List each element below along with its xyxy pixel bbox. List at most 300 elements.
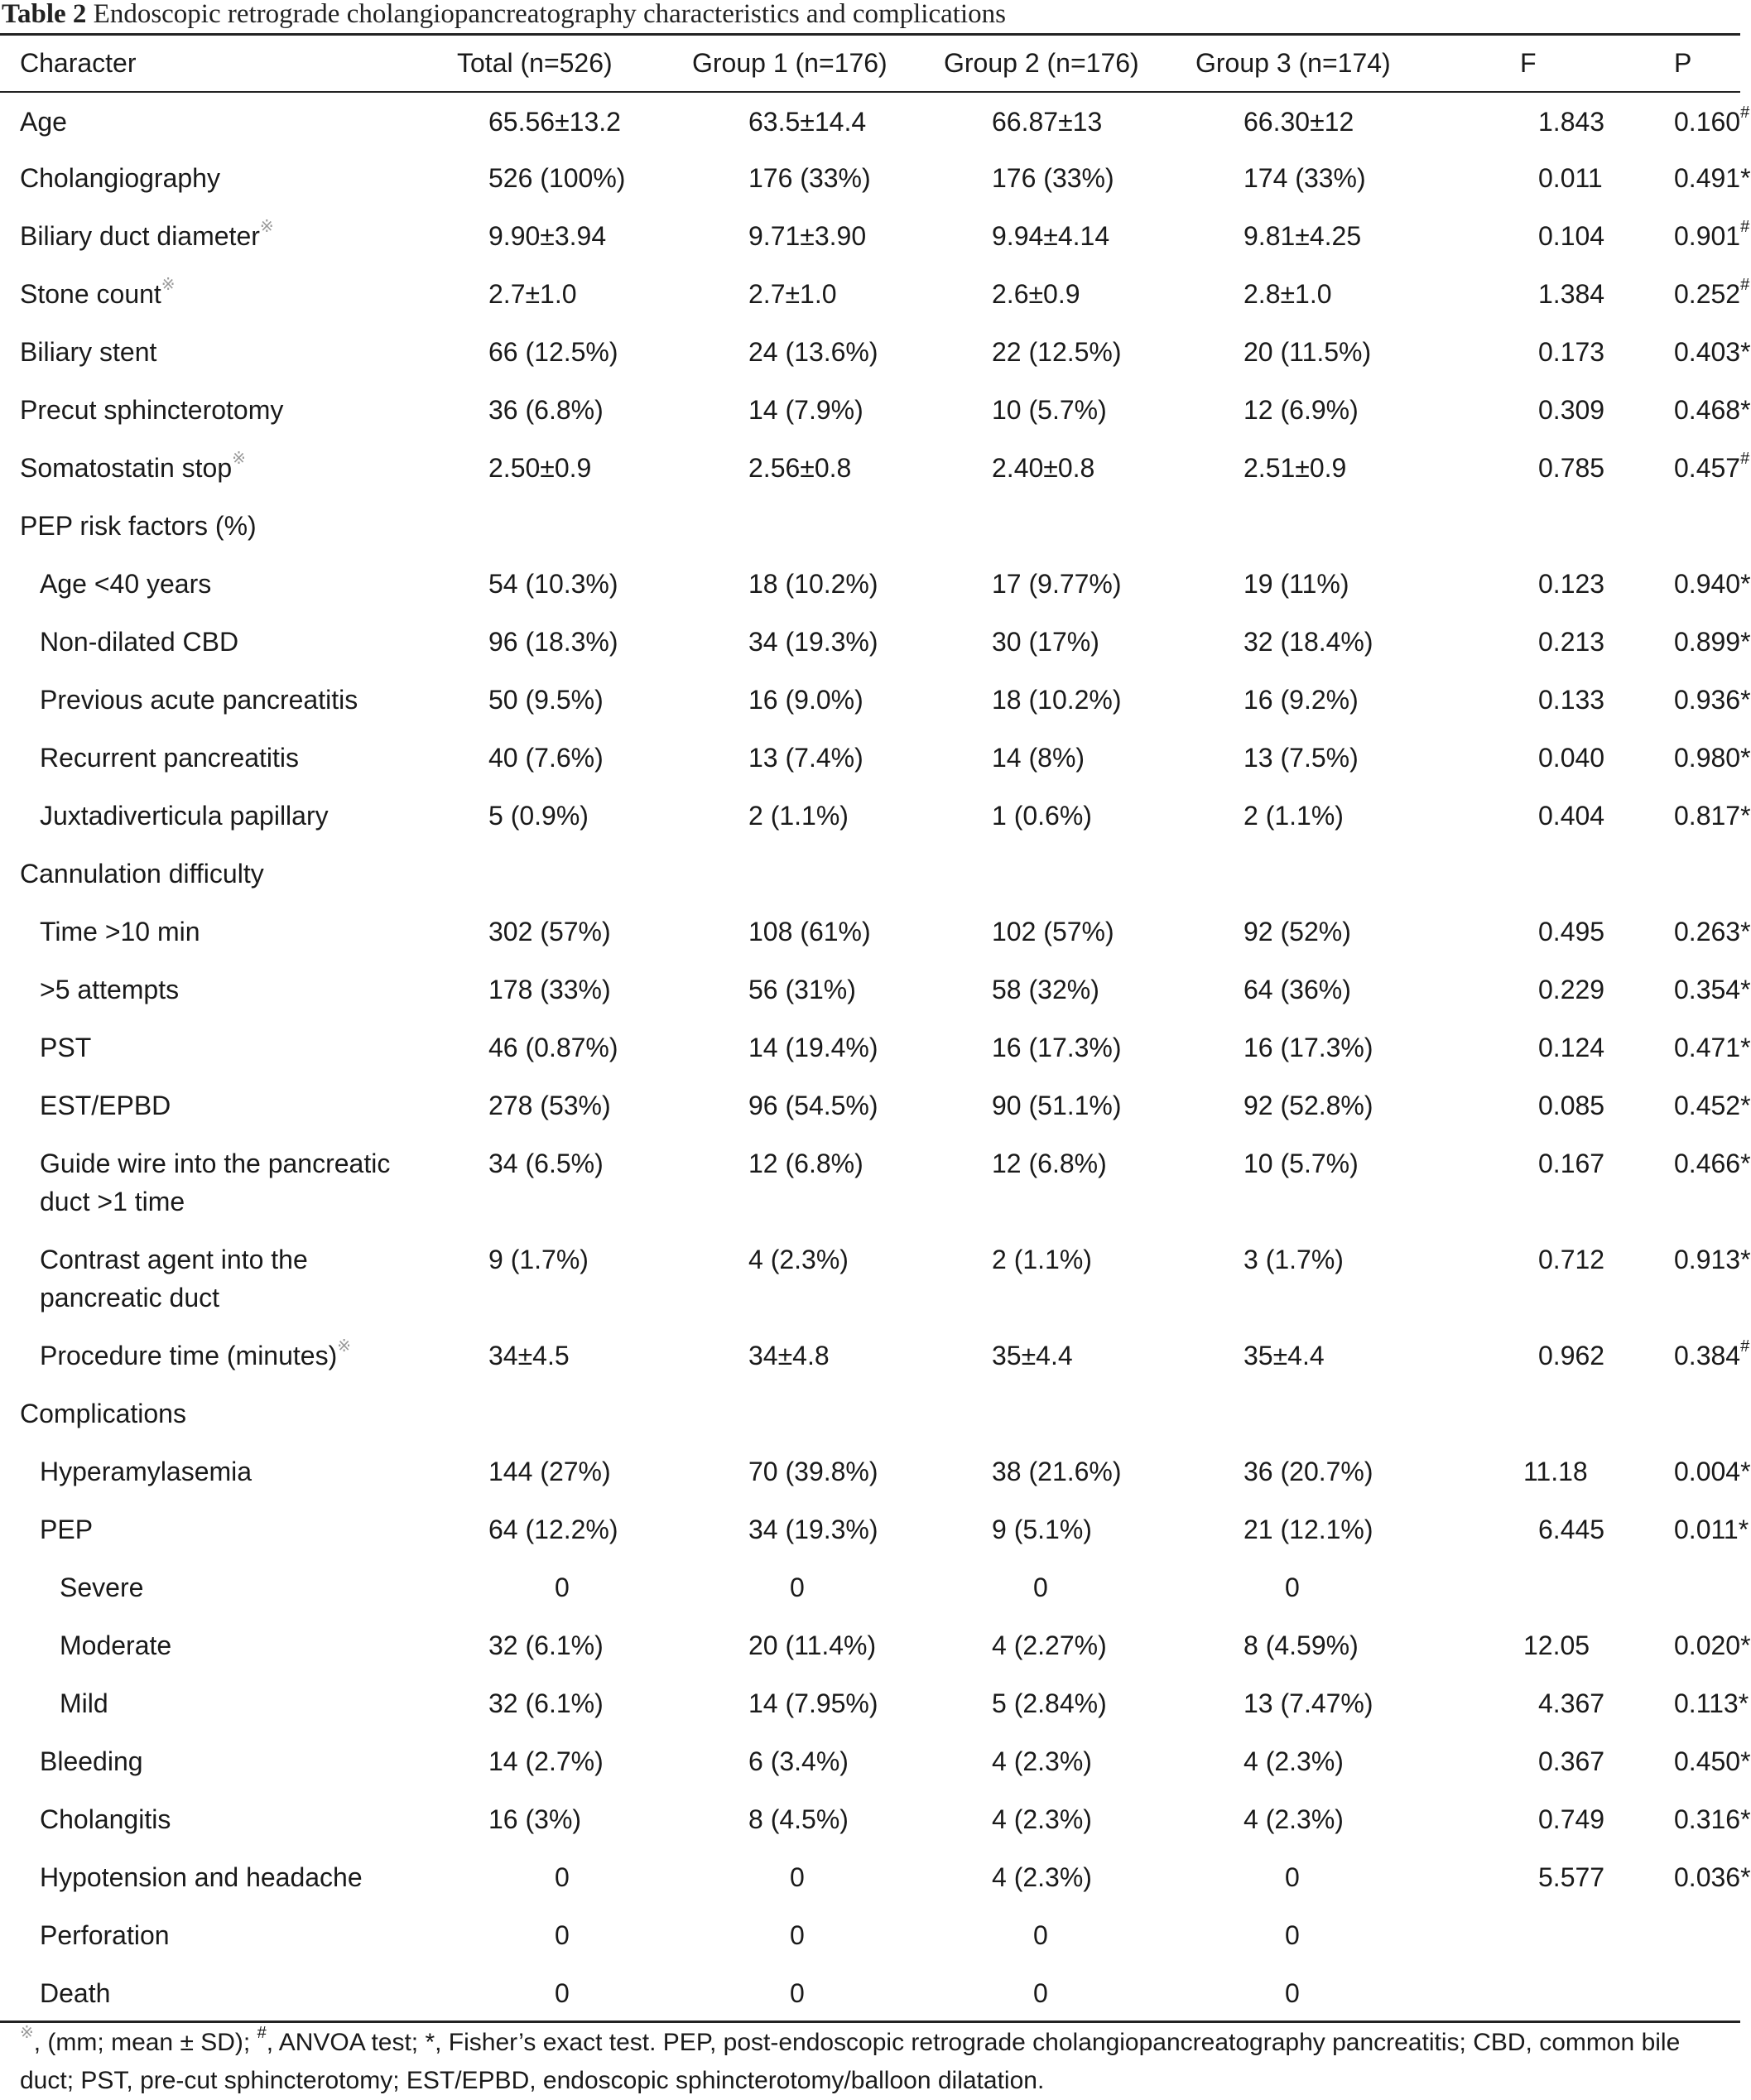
row-label-text: Stone count bbox=[20, 279, 161, 309]
cell-p bbox=[1585, 1385, 1740, 1443]
cell-group-3-value: 66.30±12 bbox=[1243, 107, 1354, 137]
cell-group-3 bbox=[1187, 1732, 1439, 1790]
cell-group-3-value: 2.51±0.9 bbox=[1243, 453, 1347, 483]
cell-p-value: 0.936* bbox=[1674, 685, 1751, 715]
row-label-text: Contrast agent into the pancreatic duct bbox=[40, 1245, 308, 1312]
cell-p bbox=[1585, 1134, 1751, 1231]
cell-total-value: 96 (18.3%) bbox=[488, 627, 618, 657]
cell-group-1-value: 70 (39.8%) bbox=[748, 1457, 878, 1486]
cell-group-3 bbox=[1187, 1443, 1439, 1500]
cell-group-2-value: 12 (6.8%) bbox=[992, 1149, 1107, 1178]
table-row bbox=[0, 1019, 1740, 1076]
cell-f-value: 0.123 bbox=[1538, 569, 1605, 599]
cell-f-value: 0.229 bbox=[1538, 975, 1605, 1004]
cell-group-1 bbox=[684, 439, 936, 497]
row-label bbox=[0, 729, 431, 787]
header-total: Total (n=526) bbox=[457, 48, 613, 78]
cell-group-2-value: 16 (17.3%) bbox=[992, 1033, 1122, 1062]
cell-group-3-value: 35±4.4 bbox=[1243, 1341, 1325, 1370]
cell-group-1 bbox=[684, 323, 936, 381]
row-label-text: Procedure time (minutes) bbox=[40, 1341, 338, 1370]
cell-group-2 bbox=[936, 207, 1187, 265]
row-label bbox=[0, 1964, 431, 2022]
cell-group-1-value: 34±4.8 bbox=[748, 1341, 830, 1370]
cell-total-value: 0 bbox=[555, 1573, 570, 1602]
cell-group-3 bbox=[1187, 381, 1439, 439]
cell-group-1-value: 12 (6.8%) bbox=[748, 1149, 863, 1178]
row-label-text: Age <40 years bbox=[40, 569, 212, 599]
cell-group-1 bbox=[684, 149, 936, 207]
cell-group-1-value: 4 (2.3%) bbox=[748, 1245, 849, 1274]
cell-f bbox=[1439, 1558, 1585, 1616]
table-title: Endoscopic retrograde cholangiopancreatography characteristics and complications bbox=[93, 0, 1006, 29]
table-row bbox=[0, 1500, 1740, 1558]
cell-p bbox=[1585, 613, 1751, 671]
cell-group-3-value: 0 bbox=[1285, 1573, 1300, 1602]
table-row bbox=[0, 1616, 1740, 1674]
table-row bbox=[0, 845, 1740, 903]
cell-group-1 bbox=[684, 497, 936, 555]
cell-p-value: 0.263* bbox=[1674, 917, 1751, 946]
footnote-mark: ※ bbox=[161, 276, 176, 295]
cell-f bbox=[1439, 1790, 1605, 1848]
row-label-text: EST/EPBD bbox=[40, 1091, 171, 1120]
cell-f bbox=[1439, 845, 1585, 903]
row-label-text: Mild bbox=[60, 1688, 108, 1718]
cell-p bbox=[1585, 207, 1750, 265]
footnote-mark: ※ bbox=[259, 218, 274, 237]
cell-group-1 bbox=[684, 1231, 936, 1327]
cell-group-1-value: 176 (33%) bbox=[748, 163, 871, 193]
cell-p bbox=[1585, 1616, 1751, 1674]
cell-group-3-value: 0 bbox=[1285, 1978, 1300, 2008]
cell-total bbox=[431, 555, 684, 613]
row-label-text: Moderate bbox=[60, 1630, 172, 1660]
cell-f bbox=[1439, 1848, 1605, 1906]
cell-total bbox=[431, 323, 684, 381]
cell-group-1 bbox=[684, 845, 936, 903]
cell-total bbox=[431, 787, 684, 845]
cell-group-3 bbox=[1187, 149, 1439, 207]
cell-f bbox=[1439, 613, 1605, 671]
cell-group-2-value: 2.6±0.9 bbox=[992, 279, 1080, 309]
header-group-2: Group 2 (n=176) bbox=[944, 48, 1139, 78]
cell-total-value: 34 (6.5%) bbox=[488, 1149, 604, 1178]
cell-p bbox=[1585, 1231, 1751, 1327]
cell-group-3 bbox=[1187, 1327, 1439, 1385]
row-label bbox=[0, 1674, 431, 1732]
cell-total bbox=[431, 1790, 684, 1848]
cell-group-1 bbox=[684, 613, 936, 671]
cell-group-2 bbox=[936, 1443, 1187, 1500]
cell-total bbox=[431, 149, 684, 207]
row-label-text: Cholangiography bbox=[20, 163, 220, 193]
cell-group-2-value: 18 (10.2%) bbox=[992, 685, 1122, 715]
footnote-mark-1: ※ bbox=[20, 2024, 34, 2042]
cell-group-3 bbox=[1187, 1134, 1439, 1231]
cell-total-value: 46 (0.87%) bbox=[488, 1033, 618, 1062]
cell-group-1 bbox=[684, 1019, 936, 1076]
table-label: Table 2 bbox=[2, 0, 87, 29]
row-label bbox=[0, 1231, 431, 1327]
cell-total-value: 16 (3%) bbox=[488, 1804, 582, 1834]
cell-f bbox=[1439, 1231, 1605, 1327]
cell-group-2 bbox=[936, 497, 1187, 555]
cell-total-value: 278 (53%) bbox=[488, 1091, 611, 1120]
row-label-text: Cholangitis bbox=[40, 1804, 171, 1834]
cell-group-2 bbox=[936, 1558, 1187, 1616]
cell-group-2-value: 17 (9.77%) bbox=[992, 569, 1122, 599]
p-test-mark: # bbox=[1740, 218, 1750, 237]
cell-p bbox=[1585, 671, 1751, 729]
cell-f-value: 12.05 bbox=[1523, 1630, 1590, 1660]
cell-total-value: 36 (6.8%) bbox=[488, 395, 604, 425]
cell-total bbox=[431, 439, 684, 497]
cell-total bbox=[431, 961, 684, 1019]
cell-group-3-value: 16 (17.3%) bbox=[1243, 1033, 1373, 1062]
cell-f bbox=[1439, 1327, 1605, 1385]
row-label bbox=[0, 671, 431, 729]
row-label bbox=[0, 265, 431, 323]
cell-group-2 bbox=[936, 1500, 1187, 1558]
cell-total bbox=[431, 1848, 684, 1906]
cell-total bbox=[431, 729, 684, 787]
table-row bbox=[0, 149, 1740, 207]
cell-group-1-value: 2 (1.1%) bbox=[748, 801, 849, 831]
cell-p bbox=[1585, 1906, 1740, 1964]
cell-f bbox=[1439, 439, 1605, 497]
cell-f bbox=[1439, 1906, 1585, 1964]
cell-f bbox=[1439, 91, 1605, 149]
cell-p-value: 0.020* bbox=[1674, 1630, 1751, 1660]
row-label bbox=[0, 1019, 431, 1076]
cell-group-2 bbox=[936, 1964, 1187, 2022]
cell-group-2 bbox=[936, 1616, 1187, 1674]
cell-group-3-value: 2 (1.1%) bbox=[1243, 801, 1344, 831]
cell-group-2 bbox=[936, 845, 1187, 903]
cell-f-value: 1.843 bbox=[1538, 107, 1605, 137]
cell-group-3-value: 3 (1.7%) bbox=[1243, 1245, 1344, 1274]
cell-group-3 bbox=[1187, 323, 1439, 381]
row-label bbox=[0, 613, 431, 671]
cell-group-3-value: 0 bbox=[1285, 1862, 1300, 1892]
cell-group-1 bbox=[684, 1443, 936, 1500]
row-label-text: Complications bbox=[20, 1399, 186, 1428]
cell-total-value: 32 (6.1%) bbox=[488, 1630, 604, 1660]
cell-group-1-value: 18 (10.2%) bbox=[748, 569, 878, 599]
table-caption bbox=[2, 0, 1006, 33]
row-label bbox=[0, 91, 431, 149]
cell-total bbox=[431, 845, 684, 903]
row-label bbox=[0, 845, 431, 903]
cell-group-3 bbox=[1187, 1790, 1439, 1848]
cell-f-value: 0.495 bbox=[1538, 917, 1605, 946]
cell-f-value: 0.749 bbox=[1538, 1804, 1605, 1834]
cell-group-3 bbox=[1187, 787, 1439, 845]
cell-group-1 bbox=[684, 1732, 936, 1790]
cell-group-2-value: 0 bbox=[1033, 1978, 1048, 2008]
row-label bbox=[0, 497, 431, 555]
table-row bbox=[0, 1443, 1740, 1500]
cell-p-value: 0.491* bbox=[1674, 163, 1751, 193]
table-row bbox=[0, 381, 1740, 439]
cell-group-1-value: 108 (61%) bbox=[748, 917, 871, 946]
cell-p-value: 0.452* bbox=[1674, 1091, 1751, 1120]
cell-group-2 bbox=[936, 323, 1187, 381]
cell-p bbox=[1585, 323, 1751, 381]
cell-group-2-value: 4 (2.3%) bbox=[992, 1804, 1092, 1834]
cell-group-3 bbox=[1187, 265, 1439, 323]
cell-total bbox=[431, 1964, 684, 2022]
cell-total-value: 178 (33%) bbox=[488, 975, 611, 1004]
cell-total bbox=[431, 265, 684, 323]
row-label-text: Somatostatin stop bbox=[20, 453, 233, 483]
cell-group-3-value: 2.8±1.0 bbox=[1243, 279, 1332, 309]
cell-total bbox=[431, 207, 684, 265]
cell-p bbox=[1585, 555, 1751, 613]
table-row bbox=[0, 1674, 1740, 1732]
cell-f bbox=[1439, 903, 1605, 961]
cell-group-1-value: 96 (54.5%) bbox=[748, 1091, 878, 1120]
cell-f bbox=[1439, 1134, 1605, 1231]
cell-p-value: 0.471* bbox=[1674, 1033, 1751, 1062]
row-label-text: Age bbox=[20, 107, 67, 137]
data-table bbox=[0, 35, 1751, 2022]
cell-p bbox=[1585, 265, 1750, 323]
row-label bbox=[0, 149, 431, 207]
cell-group-2 bbox=[936, 1906, 1187, 1964]
cell-group-1-value: 24 (13.6%) bbox=[748, 337, 878, 367]
cell-group-1-value: 20 (11.4%) bbox=[748, 1630, 877, 1660]
cell-group-2 bbox=[936, 961, 1187, 1019]
row-label-text: PEP bbox=[40, 1515, 94, 1544]
cell-p bbox=[1585, 1076, 1751, 1134]
cell-group-1 bbox=[684, 381, 936, 439]
cell-group-3 bbox=[1187, 1616, 1439, 1674]
footnote-mark: ※ bbox=[337, 1337, 351, 1356]
cell-group-1-value: 0 bbox=[790, 1920, 805, 1950]
cell-f-value: 0.213 bbox=[1538, 627, 1605, 657]
cell-group-2-value: 9.94±4.14 bbox=[992, 221, 1110, 251]
cell-group-1-value: 63.5±14.4 bbox=[748, 107, 867, 137]
cell-p-value: 0.011* bbox=[1674, 1515, 1749, 1544]
table-row bbox=[0, 1076, 1740, 1134]
cell-p-value: 0.466* bbox=[1674, 1149, 1751, 1178]
row-label-text: Severe bbox=[60, 1573, 144, 1602]
cell-group-2-value: 4 (2.3%) bbox=[992, 1862, 1092, 1892]
cell-group-3-value: 13 (7.5%) bbox=[1243, 743, 1359, 773]
cell-total-value: 40 (7.6%) bbox=[488, 743, 604, 773]
cell-p-value: 0.468* bbox=[1674, 395, 1751, 425]
cell-p bbox=[1585, 961, 1751, 1019]
cell-f-value: 5.577 bbox=[1538, 1862, 1605, 1892]
cell-total bbox=[431, 1019, 684, 1076]
cell-p-value: 0.252 bbox=[1674, 279, 1741, 309]
cell-f-value: 11.18 bbox=[1523, 1457, 1588, 1486]
cell-total-value: 0 bbox=[555, 1978, 570, 2008]
row-label-text: Death bbox=[40, 1978, 111, 2008]
table-body bbox=[0, 91, 1751, 2022]
table-row bbox=[0, 555, 1740, 613]
table-row bbox=[0, 439, 1740, 497]
cell-f-value: 0.085 bbox=[1538, 1091, 1605, 1120]
cell-group-3-value: 64 (36%) bbox=[1243, 975, 1351, 1004]
row-label-text: Juxtadiverticula papillary bbox=[40, 801, 329, 831]
cell-group-2 bbox=[936, 787, 1187, 845]
row-label bbox=[0, 439, 431, 497]
cell-f bbox=[1439, 265, 1605, 323]
cell-group-3-value: 36 (20.7%) bbox=[1243, 1457, 1373, 1486]
cell-group-1 bbox=[684, 1500, 936, 1558]
cell-group-1 bbox=[684, 1848, 936, 1906]
row-label-text: Biliary stent bbox=[20, 337, 157, 367]
cell-f bbox=[1439, 1616, 1590, 1674]
cell-group-1-value: 14 (7.9%) bbox=[748, 395, 863, 425]
table-row bbox=[0, 1790, 1740, 1848]
cell-group-3 bbox=[1187, 613, 1439, 671]
cell-group-1 bbox=[684, 1616, 936, 1674]
cell-f bbox=[1439, 381, 1605, 439]
cell-f-value: 0.133 bbox=[1538, 685, 1605, 715]
cell-group-2 bbox=[936, 265, 1187, 323]
cell-group-2-value: 35±4.4 bbox=[992, 1341, 1073, 1370]
cell-total-value: 526 (100%) bbox=[488, 163, 626, 193]
cell-group-1-value: 9.71±3.90 bbox=[748, 221, 867, 251]
table-row bbox=[0, 903, 1740, 961]
row-label-text: Precut sphincterotomy bbox=[20, 395, 284, 425]
cell-total bbox=[431, 1327, 684, 1385]
cell-group-2 bbox=[936, 149, 1187, 207]
cell-group-1-value: 0 bbox=[790, 1862, 805, 1892]
cell-total bbox=[431, 1231, 684, 1327]
cell-total-value: 14 (2.7%) bbox=[488, 1746, 604, 1776]
cell-group-3 bbox=[1187, 439, 1439, 497]
cell-group-1-value: 14 (7.95%) bbox=[748, 1688, 878, 1718]
cell-p bbox=[1585, 149, 1751, 207]
table-row bbox=[0, 91, 1740, 149]
cell-p-value: 0.004* bbox=[1674, 1457, 1751, 1486]
table-row bbox=[0, 729, 1740, 787]
cell-group-1-value: 13 (7.4%) bbox=[748, 743, 863, 773]
cell-group-2-value: 58 (32%) bbox=[992, 975, 1099, 1004]
cell-total bbox=[431, 1616, 684, 1674]
cell-f-value: 0.712 bbox=[1538, 1245, 1605, 1274]
cell-group-3-value: 92 (52.8%) bbox=[1243, 1091, 1373, 1120]
cell-group-3-value: 4 (2.3%) bbox=[1243, 1746, 1344, 1776]
cell-group-2-value: 30 (17%) bbox=[992, 627, 1099, 657]
cell-group-2-value: 66.87±13 bbox=[992, 107, 1103, 137]
row-label-text: Non-dilated CBD bbox=[40, 627, 239, 657]
cell-group-2-value: 14 (8%) bbox=[992, 743, 1085, 773]
cell-f-value: 0.011 bbox=[1538, 163, 1603, 193]
row-label bbox=[0, 1848, 431, 1906]
row-label-text: >5 attempts bbox=[40, 975, 180, 1004]
cell-total bbox=[431, 1674, 684, 1732]
cell-f bbox=[1439, 787, 1605, 845]
cell-total-value: 144 (27%) bbox=[488, 1457, 611, 1486]
cell-group-3 bbox=[1187, 1231, 1439, 1327]
cell-p-value: 0.450* bbox=[1674, 1746, 1751, 1776]
cell-p-value: 0.403* bbox=[1674, 337, 1751, 367]
cell-group-2-value: 90 (51.1%) bbox=[992, 1091, 1122, 1120]
cell-group-3-value: 19 (11%) bbox=[1243, 569, 1349, 599]
cell-p bbox=[1585, 1327, 1750, 1385]
header-character: Character bbox=[20, 48, 137, 78]
cell-total bbox=[431, 613, 684, 671]
cell-group-2-value: 10 (5.7%) bbox=[992, 395, 1107, 425]
cell-group-3-value: 16 (9.2%) bbox=[1243, 685, 1359, 715]
cell-group-2 bbox=[936, 381, 1187, 439]
row-label-text: PST bbox=[40, 1033, 92, 1062]
table-row bbox=[0, 1732, 1740, 1790]
cell-p-value: 0.113* bbox=[1674, 1688, 1749, 1718]
cell-total bbox=[431, 1385, 684, 1443]
cell-group-3 bbox=[1187, 671, 1439, 729]
cell-p-value: 0.384 bbox=[1674, 1341, 1741, 1370]
cell-total-value: 54 (10.3%) bbox=[488, 569, 618, 599]
cell-p-value: 0.036* bbox=[1674, 1862, 1751, 1892]
row-label bbox=[0, 555, 431, 613]
row-label bbox=[0, 961, 431, 1019]
cell-group-3 bbox=[1187, 1076, 1439, 1134]
cell-group-1 bbox=[684, 207, 936, 265]
table-row bbox=[0, 1558, 1740, 1616]
row-label bbox=[0, 1443, 431, 1500]
cell-f-value: 0.309 bbox=[1538, 395, 1605, 425]
p-test-mark: # bbox=[1740, 450, 1750, 469]
cell-f-value: 0.962 bbox=[1538, 1341, 1605, 1370]
row-label bbox=[0, 1385, 431, 1443]
row-label-text: Bleeding bbox=[40, 1746, 143, 1776]
cell-group-2 bbox=[936, 1848, 1187, 1906]
table-row bbox=[0, 613, 1740, 671]
row-label bbox=[0, 1134, 431, 1231]
cell-group-1 bbox=[684, 1964, 936, 2022]
cell-f-value: 0.040 bbox=[1538, 743, 1605, 773]
cell-group-3-value: 10 (5.7%) bbox=[1243, 1149, 1359, 1178]
cell-group-3-value: 32 (18.4%) bbox=[1243, 627, 1373, 657]
cell-group-2 bbox=[936, 1076, 1187, 1134]
cell-group-1-value: 0 bbox=[790, 1573, 805, 1602]
cell-group-2 bbox=[936, 729, 1187, 787]
cell-p-value: 0.354* bbox=[1674, 975, 1751, 1004]
row-label bbox=[0, 1500, 431, 1558]
cell-p bbox=[1585, 1848, 1751, 1906]
cell-p-value: 0.316* bbox=[1674, 1804, 1751, 1834]
cell-group-1 bbox=[684, 1134, 936, 1231]
cell-group-2 bbox=[936, 1385, 1187, 1443]
cell-group-1 bbox=[684, 265, 936, 323]
row-label-text: Time >10 min bbox=[40, 917, 200, 946]
p-test-mark: # bbox=[1740, 276, 1750, 295]
cell-f-value: 0.404 bbox=[1538, 801, 1605, 831]
cell-group-3-value: 0 bbox=[1285, 1920, 1300, 1950]
cell-total-value: 66 (12.5%) bbox=[488, 337, 618, 367]
cell-total-value: 5 (0.9%) bbox=[488, 801, 589, 831]
cell-total-value: 32 (6.1%) bbox=[488, 1688, 604, 1718]
cell-p-value: 0.817* bbox=[1674, 801, 1751, 831]
row-label bbox=[0, 1616, 431, 1674]
cell-total bbox=[431, 1076, 684, 1134]
cell-group-3 bbox=[1187, 1674, 1439, 1732]
cell-total bbox=[431, 1134, 684, 1231]
cell-group-3 bbox=[1187, 1906, 1439, 1964]
cell-group-3 bbox=[1187, 555, 1439, 613]
row-label-text: Guide wire into the pancreatic duct >1 time bbox=[40, 1149, 391, 1216]
cell-group-2-value: 102 (57%) bbox=[992, 917, 1114, 946]
row-label bbox=[0, 207, 431, 265]
cell-group-2 bbox=[936, 671, 1187, 729]
